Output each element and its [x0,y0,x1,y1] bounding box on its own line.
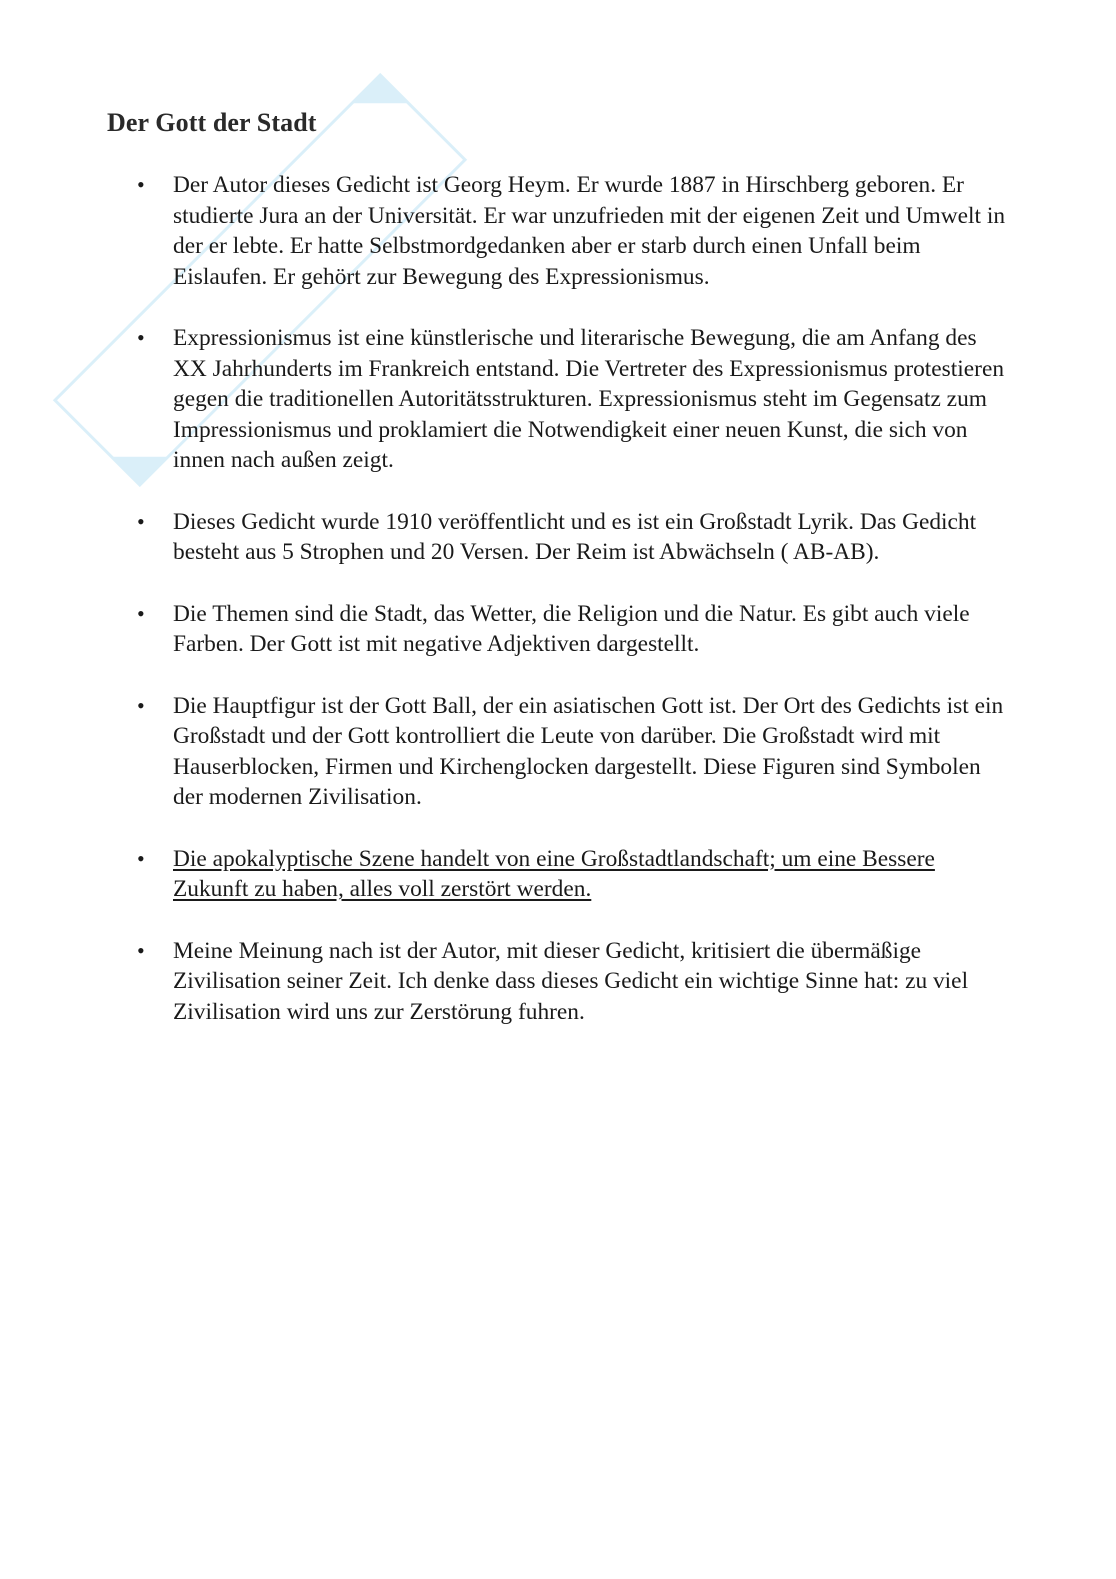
document-title: Der Gott der Stadt [107,108,317,137]
bullet-text-underlined: Die apokalyptische Szene handelt von eine Großstadtlandschaft; um eine Bessere Zukunft zu haben, alles voll zerstört werden. [173,845,935,902]
bullet-dot: • [137,937,145,963]
bullet-dot: • [137,325,145,350]
bullet-item-publication [0,507,1116,568]
bullet-dot: • [137,508,145,534]
bullet-item-themes [0,599,1116,660]
bullet-dot: • [137,845,145,871]
bullet-text: Die Themen sind die Stadt, das Wetter, die Religion und die Natur. Es gibt auch viele Farben. Der Gott ist mit negative Adjektiven dargestellt. [173,600,970,657]
bullet-text: Dieses Gedicht wurde 1910 veröffentlicht und es ist ein Großstadt Lyrik. Das Gedicht besteht aus 5 Strophen und 20 Versen. Der Reim ist Abwächseln ( AB-AB). [173,508,977,565]
bullet-dot: • [137,172,145,197]
bullet-text: Meine Meinung nach ist der Autor, mit dieser Gedicht, kritisiert die übermäßige Zivilisation seiner Zeit. Ich denke dass dieses Gedicht ein wichtige Sinne hat: zu viel Zivilisation wird uns zur Zerstörung fuhren. [173,937,969,1025]
bullet-item-apocalyptic-scene [0,844,1116,905]
bullet-item-author [0,170,1116,292]
bullet-item-main-figure [0,691,1116,813]
bullet-text: Der Autor dieses Gedicht ist Georg Heym. Er wurde 1887 in Hirschberg geboren. Er studierte Jura an der Universität. Er war unzufrieden mit der eigenen Zeit und Umwelt in der er lebte. Er hatte Selbstmordgedanken aber er starb durch einen Unfall beim Eislaufen. Er gehört zur Bewegung des Expressionismus. [173,172,1006,290]
bullet-item-expressionism [0,323,1116,476]
bullet-text: Die Hauptfigur ist der Gott Ball, der ein asiatischen Gott ist. Der Ort des Gedichts ist ein Großstadt und der Gott kontrolliert die Leute von darüber. Die Großstadt wird mit Hauserblocken, Firmen und Kirchenglocken dargestellt. Diese Figuren sind Symbolen der modernen Zivilisation. [173,692,1004,810]
bullet-dot: • [137,692,145,718]
bullet-list [0,170,1116,1058]
bullet-text: Expressionismus ist eine künstlerische und literarische Bewegung, die am Anfang des XX Jahrhunderts im Frankreich entstand. Die Vertreter des Expressionismus protestieren gegen die traditionellen Autoritätsstrukturen. Expressionismus steht im Gegensatz zum Impressionismus und proklamiert die Notwendigkeit einer neuen Kunst, die sich von innen nach außen zeigt. [173,325,1005,473]
bullet-item-opinion [0,936,1116,1028]
bullet-dot: • [137,600,145,626]
